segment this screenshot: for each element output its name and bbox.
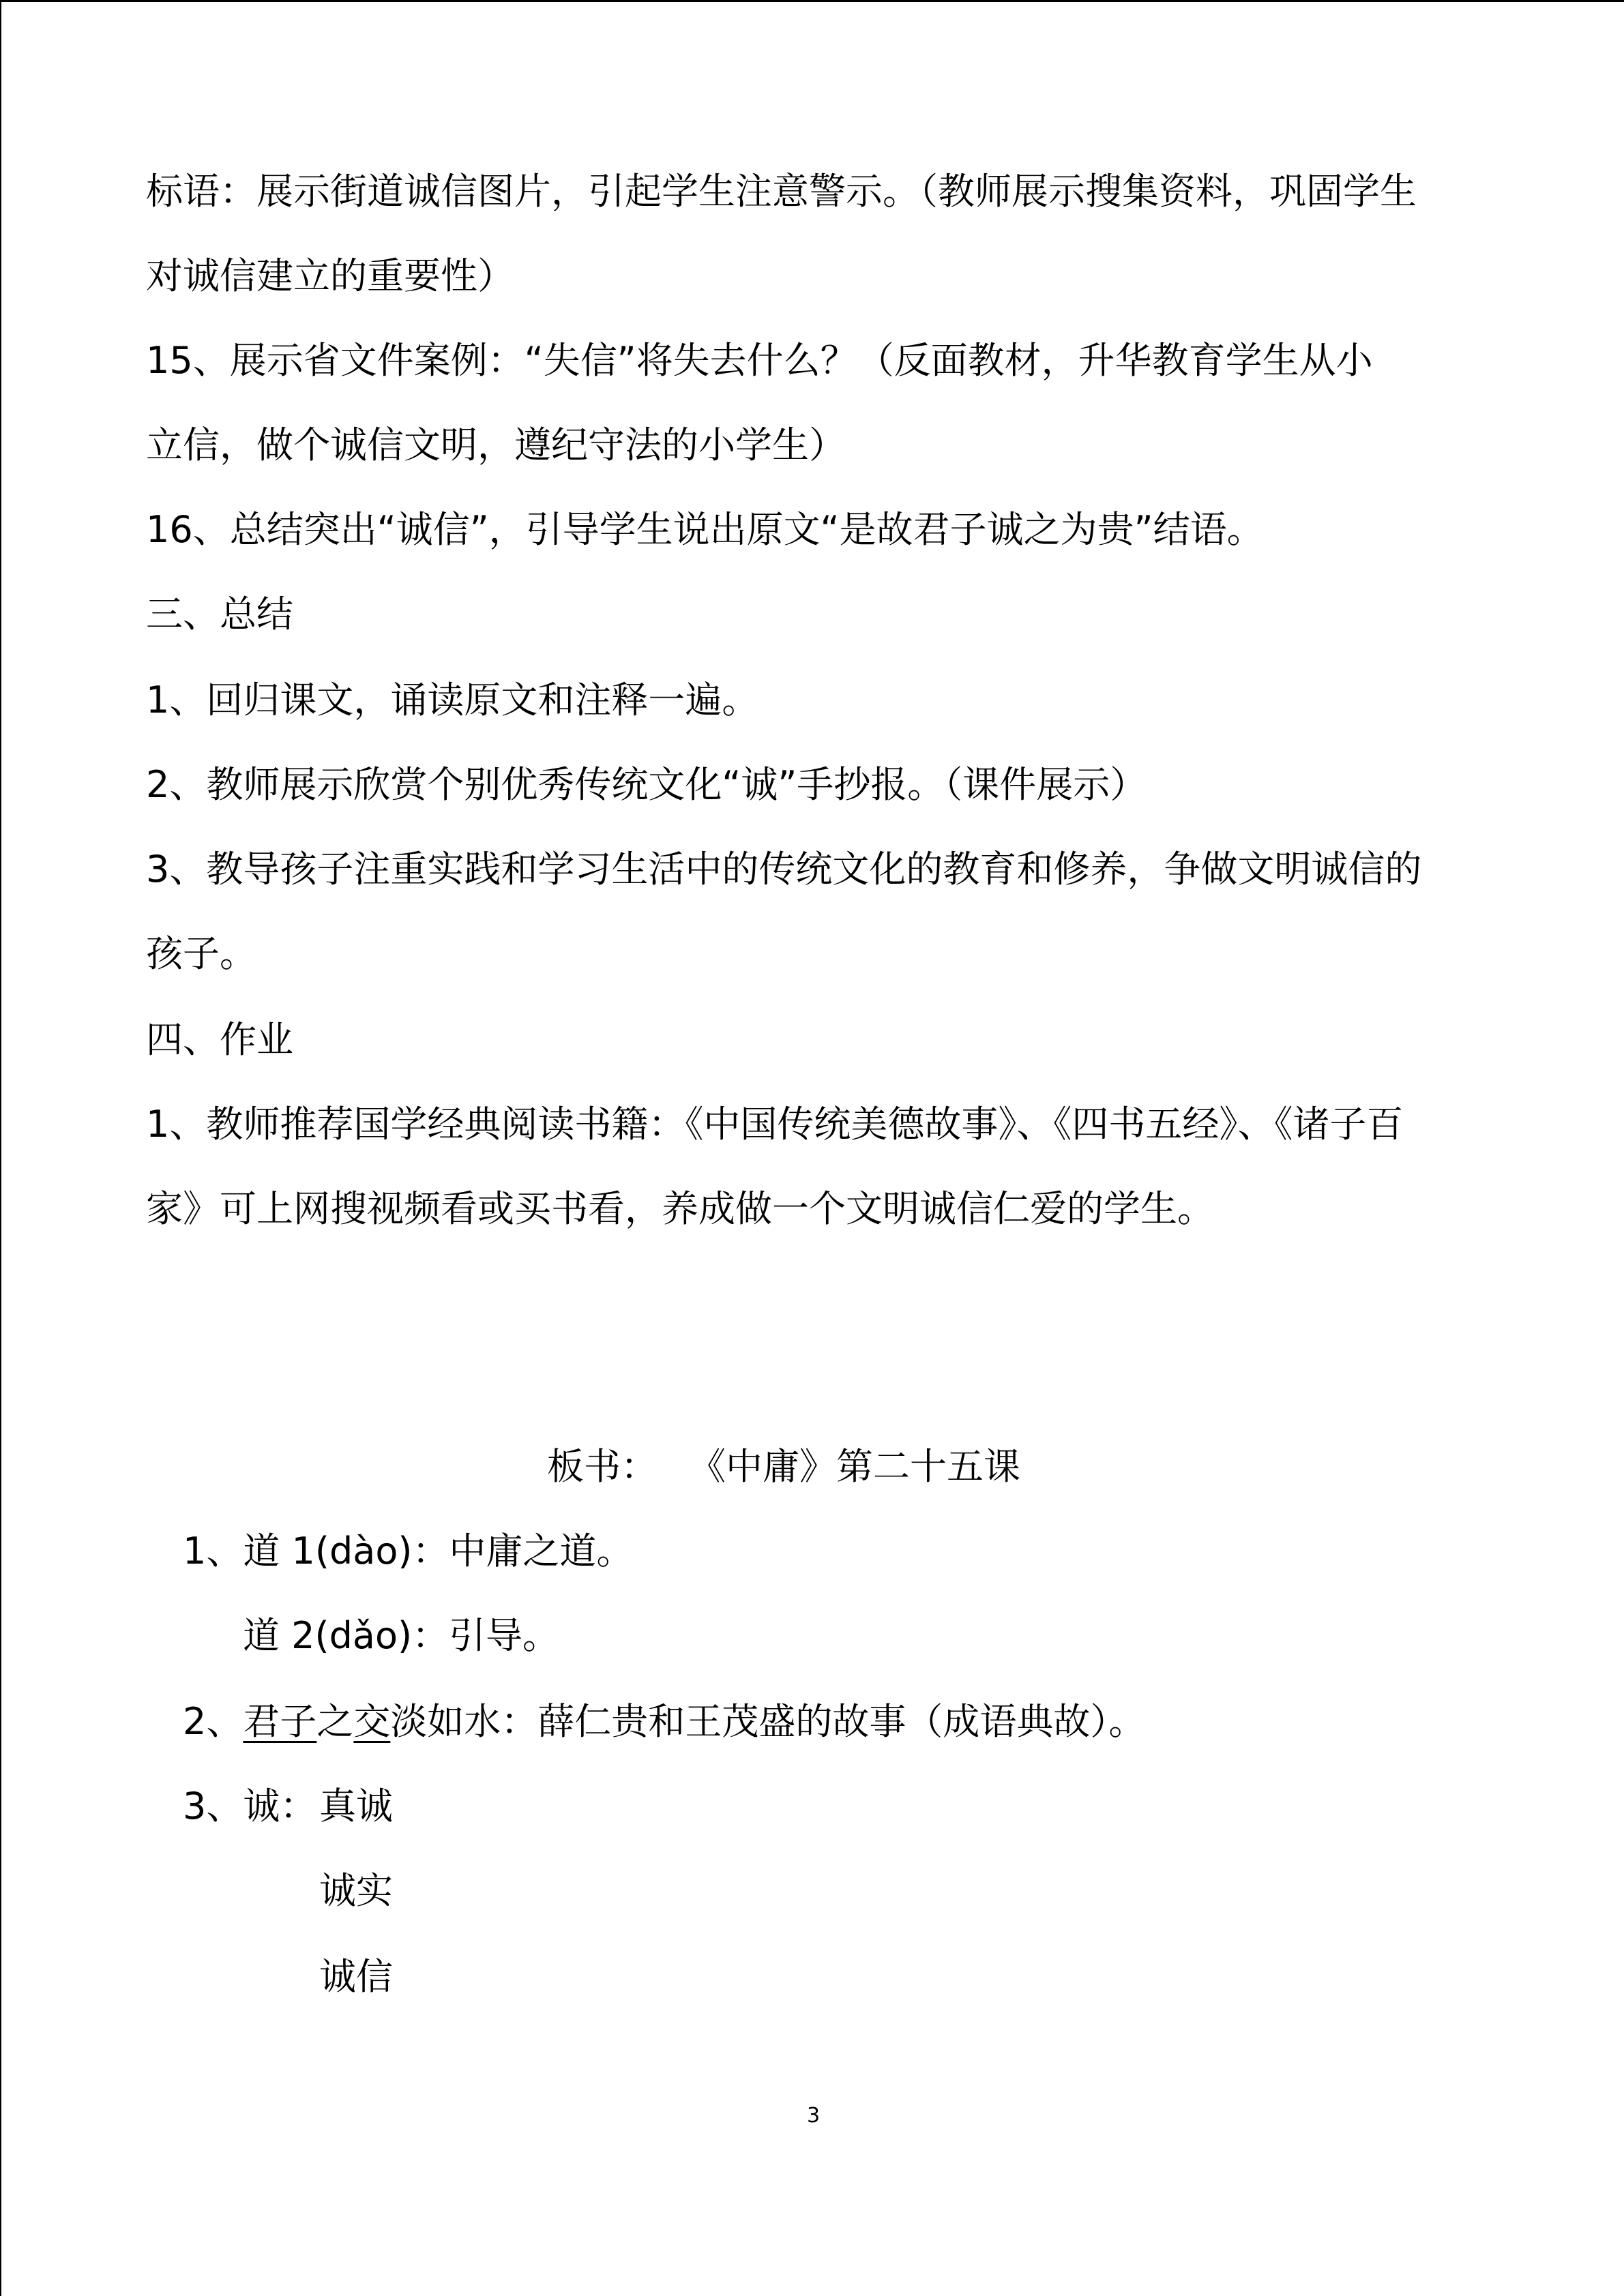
paragraph-line: 1、回归课文，诵读原文和注释一遍。 (146, 679, 759, 721)
page-number: 3 (806, 2104, 821, 2128)
paragraph-line: 标语：展示街道诚信图片，引起学生注意警示。（教师展示搜集资料，巩固学生 (146, 170, 1417, 213)
board-item: 3、诚： (183, 1785, 317, 1828)
board-item: 1、道 1(dào)：中庸之道。 (183, 1530, 634, 1572)
paragraph-line: 对诚信建立的重要性） (146, 254, 514, 297)
item-text: 淡如水：薛仁贵和王茂盛的故事（成语典故）。 (390, 1700, 1146, 1743)
item-text: 之 (316, 1700, 354, 1743)
board-title: 《中庸》第二十五课 (689, 1445, 1020, 1488)
paragraph-line: 孩子。 (146, 932, 256, 975)
paragraph-line: 15、展示省文件案例：“失信”将失去什么？（反面教材，升华教育学生从小 (146, 339, 1373, 382)
paragraph-line: 1、教师推荐国学经典阅读书籍：《中国传统美德故事》、《四书五经》、《诸子百 (146, 1103, 1404, 1146)
paragraph-line: 家》可上网搜视频看或买书看，养成做一个文明诚信仁爱的学生。 (146, 1187, 1214, 1230)
underlined-term: 君子 (243, 1700, 317, 1743)
underlined-term: 交 (353, 1700, 391, 1743)
board-subitem: 真诚 (319, 1785, 393, 1828)
board-item (183, 1697, 1145, 1746)
section-heading: 四、作业 (146, 1018, 293, 1061)
board-subitem: 诚实 (319, 1869, 393, 1912)
paragraph-line: 16、总结突出“诚信”，引导学生说出原文“是故君子诚之为贵”结语。 (146, 508, 1264, 551)
item-number: 2、 (183, 1700, 243, 1743)
section-heading: 三、总结 (146, 593, 293, 636)
board-item: 道 2(dǎo)：引导。 (243, 1614, 560, 1657)
board-label: 板书： (547, 1445, 658, 1488)
paragraph-line: 立信，做个诚信文明，遵纪守法的小学生） (146, 423, 846, 466)
board-subitem: 诚信 (319, 1955, 393, 1998)
paragraph-line: 2、教师展示欣赏个别优秀传统文化“诚”手抄报。（课件展示） (146, 763, 1147, 806)
paragraph-line: 3、教导孩子注重实践和学习生活中的传统文化的教育和修养，争做文明诚信的 (146, 848, 1422, 891)
